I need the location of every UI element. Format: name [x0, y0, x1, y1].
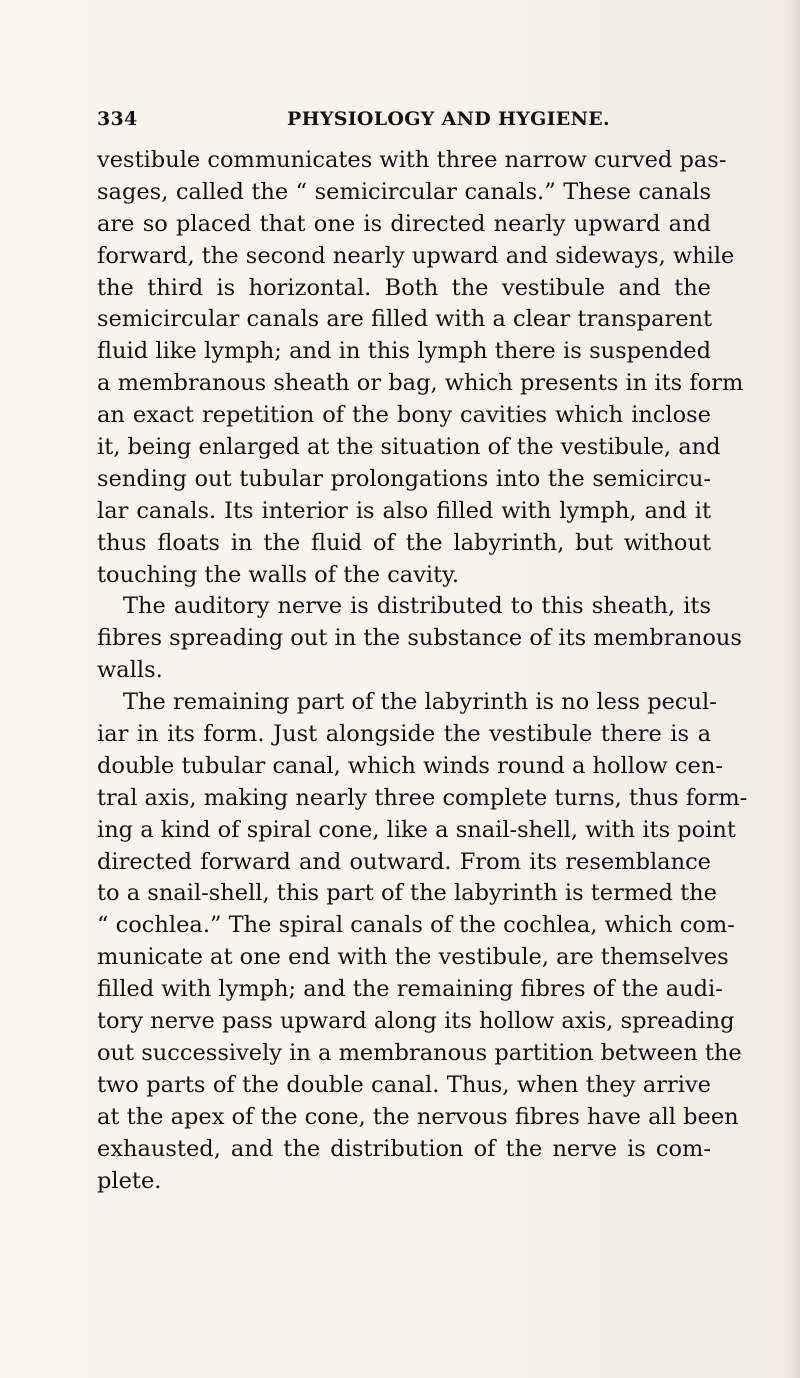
text-line: exhausted, and the distribution of the nerve is com- — [97, 1135, 711, 1162]
text-line: double tubular canal, which winds round a hollow cen- — [97, 752, 723, 779]
text-line: semicircular canals are filled with a clear transparent — [97, 306, 713, 333]
text-line: two parts of the double canal. Thus, when they arrive — [97, 1071, 711, 1098]
text-line: walls. — [97, 657, 163, 684]
text-line: it, being enlarged at the situation of the vestibule, and — [97, 434, 721, 461]
text-line: ing a kind of spiral cone, like a snail-shell, with its point — [97, 816, 736, 843]
text-line: plete. — [97, 1167, 162, 1194]
text-line: sages, called the “ semicircular canals.” These canals — [97, 178, 711, 205]
text-line: a membranous sheath or bag, which presents in its form — [97, 370, 744, 397]
text-line: touching the walls of the cavity. — [97, 561, 460, 588]
text-line: “ cochlea.” The spiral canals of the cochlea, which com- — [97, 912, 735, 939]
text-line: an exact repetition of the bony cavities which inclose — [97, 402, 711, 429]
text-line: iar in its form. Just alongside the vestibule there is a — [97, 721, 711, 748]
text-line: The auditory nerve is distributed to this sheath, its — [123, 593, 711, 620]
text-line: The remaining part of the labyrinth is no less pecul- — [123, 689, 717, 716]
body-text — [97, 145, 748, 1197]
text-line: the third is horizontal. Both the vestibule and the — [97, 274, 711, 301]
text-line: at the apex of the cone, the nervous fibres have all been — [97, 1103, 739, 1130]
text-line: fluid like lymph; and in this lymph there is suspended — [97, 338, 711, 365]
text-line: out successively in a membranous partition between the — [97, 1039, 742, 1066]
text-line: vestibule communicates with three narrow curved pas- — [97, 147, 727, 173]
text-line: tral axis, making nearly three complete turns, thus form- — [97, 784, 748, 811]
page-edge-shadow — [786, 0, 800, 1378]
text-line: directed forward and outward. From its resemblance — [97, 848, 711, 875]
text-line: thus floats in the fluid of the labyrinth, but without — [97, 529, 711, 556]
text-line: fibres spreading out in the substance of its membranous — [97, 625, 742, 652]
text-line: tory nerve pass upward along its hollow axis, spreading — [97, 1008, 735, 1035]
text-line: lar canals. Its interior is also filled with lymph, and it — [97, 497, 711, 524]
text-line: are so placed that one is directed nearly upward and — [97, 210, 711, 237]
page-number: 334 — [97, 108, 138, 130]
text-line: to a snail-shell, this part of the labyrinth is termed the — [97, 880, 717, 907]
text-line: forward, the second nearly upward and sideways, while — [97, 242, 735, 269]
text-line: municate at one end with the vestibule, are themselves — [97, 944, 729, 971]
text-line: sending out tubular prolongations into the semicircu- — [97, 465, 711, 492]
running-head: PHYSIOLOGY AND HYGIENE. — [287, 108, 610, 130]
text-line: filled with lymph; and the remaining fibres of the audi- — [97, 976, 723, 1003]
